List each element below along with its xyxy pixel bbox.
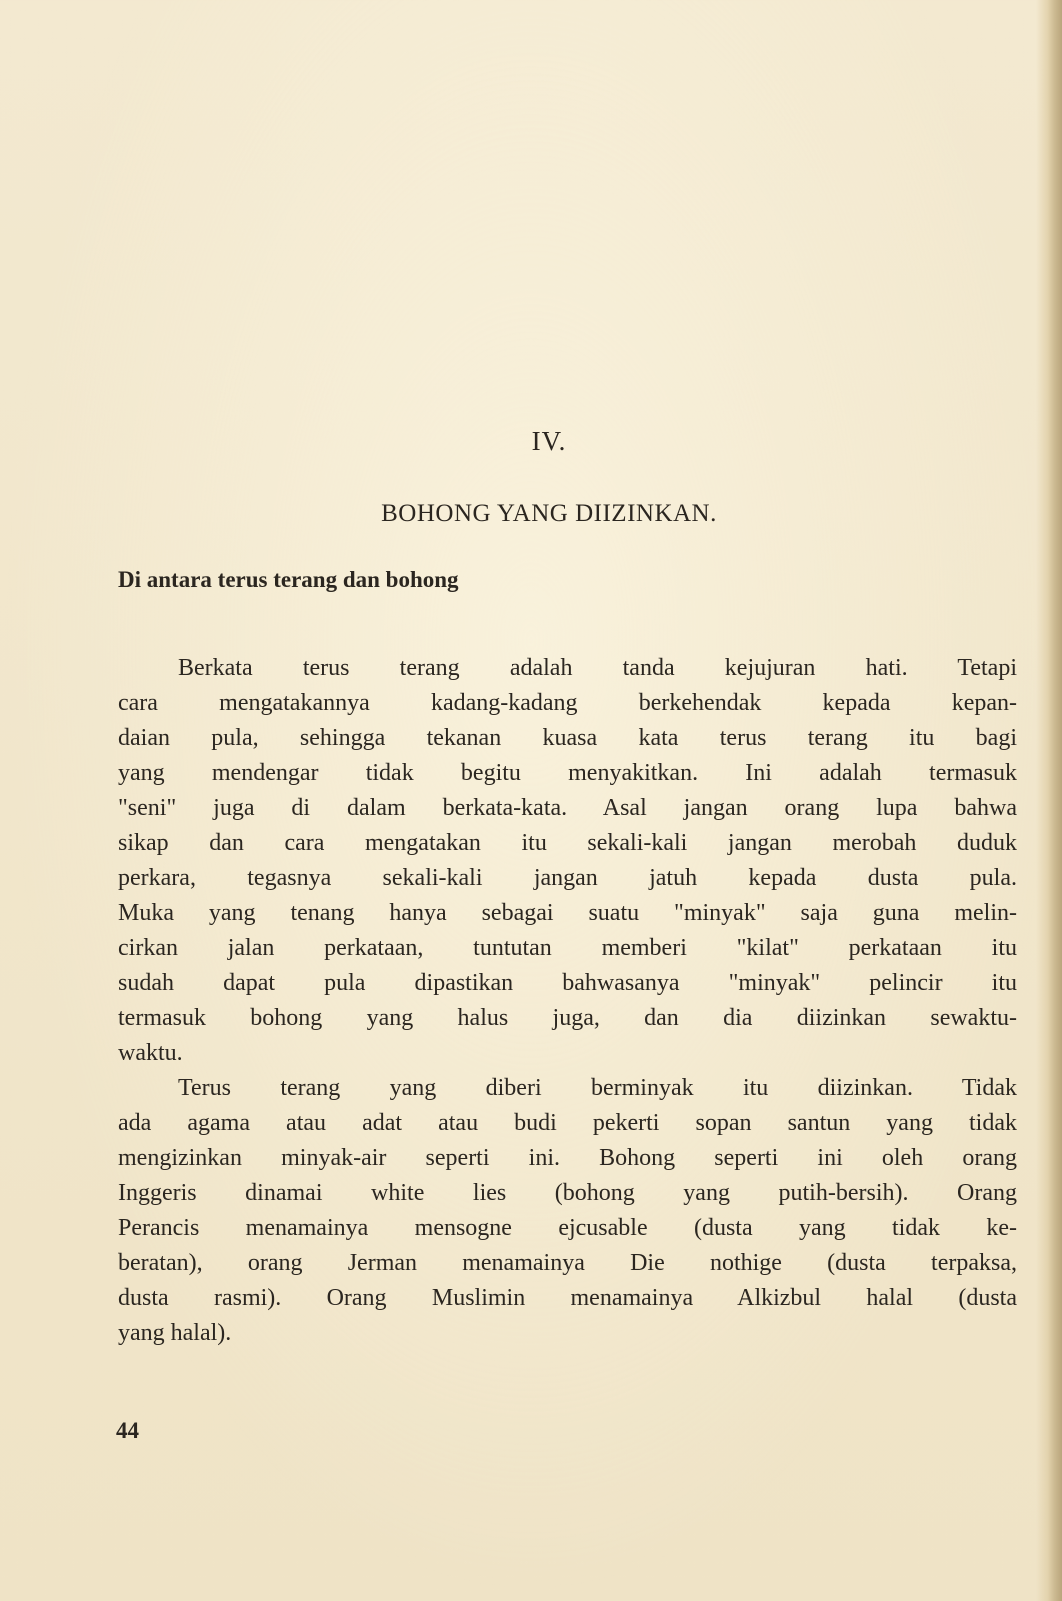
text-line: yang mendengar tidak begitu menyakitkan. Ini adalah termasuk: [118, 760, 1017, 786]
text-line: sudah dapat pula dipastikan bahwasanya "minyak" pelincir itu: [118, 970, 1017, 996]
text-line: Inggeris dinamai white lies (bohong yang putih-bersih). Orang: [118, 1180, 1017, 1206]
section-heading: Di antara terus terang dan bohong: [118, 567, 459, 592]
text-line: Perancis menamainya mensogne ejcusable (dusta yang tidak ke-: [118, 1215, 1017, 1241]
text-line: yang halal).: [118, 1320, 232, 1346]
paragraph-1: [118, 651, 1017, 1071]
text-line: Berkata terus terang adalah tanda kejujuran hati. Tetapi: [178, 655, 1017, 681]
chapter-title: BOHONG YANG DIIZINKAN.: [381, 500, 717, 527]
page-edge: [1036, 0, 1062, 1601]
text-line: "seni" juga di dalam berkata-kata. Asal jangan orang lupa bahwa: [118, 795, 1017, 821]
text-line: beratan), orang Jerman menamainya Die nothige (dusta terpaksa,: [118, 1250, 1017, 1276]
text-line: termasuk bohong yang halus juga, dan dia diizinkan sewaktu-: [118, 1005, 1017, 1031]
text-line: Muka yang tenang hanya sebagai suatu "minyak" saja guna melin-: [118, 900, 1017, 926]
body-text: [118, 651, 1017, 1351]
text-line: cara mengatakannya kadang-kadang berkehendak kepada kepan-: [118, 690, 1017, 716]
text-line: dusta rasmi). Orang Muslimin menamainya Alkizbul halal (dusta: [118, 1285, 1017, 1311]
page-number: 44: [116, 1418, 139, 1443]
text-line: Terus terang yang diberi berminyak itu diizinkan. Tidak: [178, 1075, 1017, 1101]
text-line: mengizinkan minyak-air seperti ini. Bohong seperti ini oleh orang: [118, 1145, 1017, 1171]
text-line: ada agama atau adat atau budi pekerti sopan santun yang tidak: [118, 1110, 1017, 1136]
text-line: waktu.: [118, 1040, 183, 1066]
paragraph-2: [118, 1071, 1017, 1351]
text-line: perkara, tegasnya sekali-kali jangan jatuh kepada dusta pula.: [118, 865, 1017, 891]
text-line: daian pula, sehingga tekanan kuasa kata terus terang itu bagi: [118, 725, 1017, 751]
chapter-number: IV.: [531, 426, 567, 456]
text-line: cirkan jalan perkataan, tuntutan memberi "kilat" perkataan itu: [118, 935, 1017, 961]
text-line: sikap dan cara mengatakan itu sekali-kali jangan merobah duduk: [118, 830, 1017, 856]
